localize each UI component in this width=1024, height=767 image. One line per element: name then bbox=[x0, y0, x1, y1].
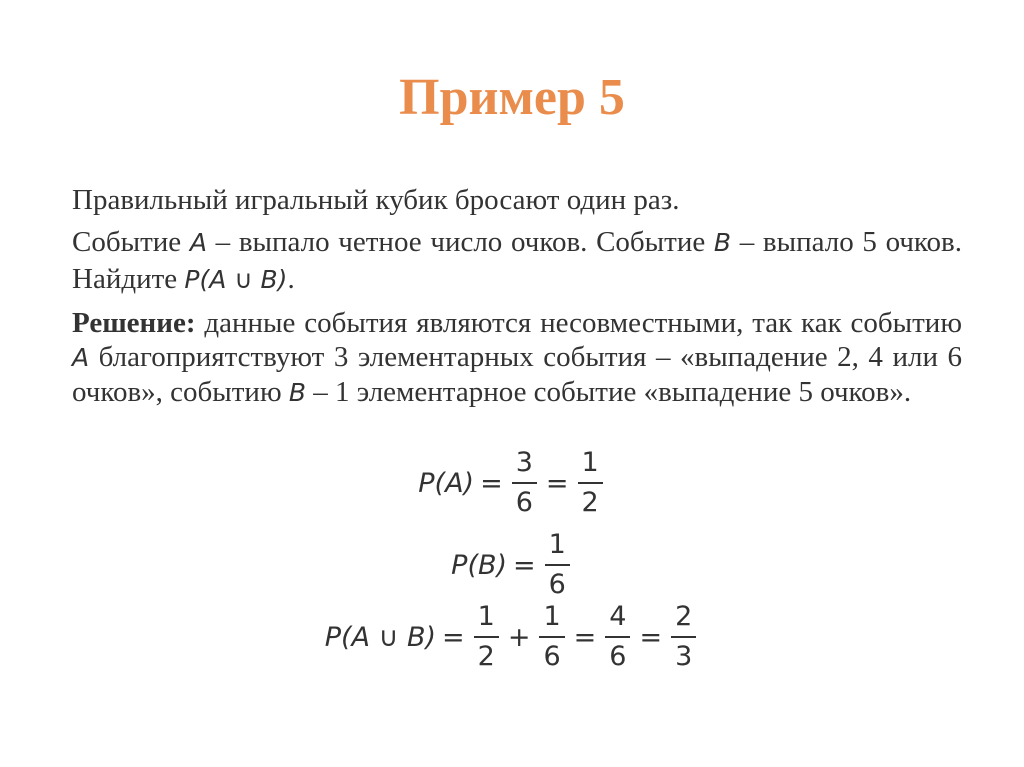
fraction-denominator: 6 bbox=[543, 641, 561, 672]
problem-text-b: – выпало четное число очков. Событие bbox=[206, 226, 714, 258]
formula-pb bbox=[0, 528, 1024, 602]
fraction-denominator: 2 bbox=[477, 641, 495, 672]
solution-label: Решение: bbox=[72, 307, 196, 339]
fraction-denominator: 3 bbox=[675, 641, 693, 672]
fraction-numerator: 1 bbox=[477, 601, 495, 632]
formula-pa bbox=[0, 446, 1024, 520]
solution-text-3: – 1 элементарное событие «выпадение 5 очков». bbox=[306, 376, 912, 408]
solution-event-a: A bbox=[72, 343, 90, 372]
fraction bbox=[539, 600, 564, 674]
problem-text-d: . bbox=[287, 263, 295, 295]
formula-pb-equals: = bbox=[513, 549, 536, 581]
formula-pab-equals-1: = bbox=[442, 621, 465, 653]
formula-pa-equals-1: = bbox=[480, 467, 503, 499]
fraction bbox=[605, 600, 630, 674]
solution-event-b: B bbox=[288, 378, 307, 407]
fraction bbox=[512, 446, 537, 520]
formula-pab bbox=[0, 600, 1024, 674]
fraction-denominator: 6 bbox=[515, 487, 533, 518]
fraction-numerator: 4 bbox=[609, 601, 627, 632]
formula-pab-plus: + bbox=[507, 621, 531, 653]
problem-line-1-text: Правильный игральный кубик бросают один раз. bbox=[72, 184, 680, 216]
fraction-numerator: 2 bbox=[675, 601, 693, 632]
problem-text-a: Событие bbox=[72, 226, 190, 258]
fraction bbox=[545, 528, 570, 602]
problem-paragraph bbox=[72, 224, 962, 298]
fraction bbox=[474, 600, 499, 674]
target-expression: P(A ∪ B) bbox=[184, 265, 288, 294]
formula-pa-lhs: P(A) bbox=[418, 467, 475, 499]
formula-pab-lhs: P(A ∪ B) bbox=[324, 621, 437, 653]
fraction bbox=[578, 446, 603, 520]
fraction bbox=[671, 600, 696, 674]
solution-text-2: благоприятствуют 3 элементарных события – «выпадение 2, 4 или 6 очков», событию bbox=[72, 341, 962, 408]
fraction-numerator: 1 bbox=[543, 601, 561, 632]
fraction-numerator: 1 bbox=[581, 447, 599, 478]
problem-text-c: – выпало 5 очков. Найдите bbox=[72, 226, 962, 295]
formula-pab-equals-3: = bbox=[639, 621, 663, 653]
formula-pa-equals-2: = bbox=[545, 467, 569, 499]
fraction-denominator: 6 bbox=[609, 641, 627, 672]
formula-pb-lhs: P(B) bbox=[451, 549, 508, 581]
slide-body bbox=[72, 180, 962, 410]
fraction-denominator: 2 bbox=[581, 487, 599, 518]
fraction-numerator: 1 bbox=[548, 529, 566, 560]
event-b-symbol: B bbox=[713, 228, 732, 257]
formula-pab-equals-2: = bbox=[573, 621, 597, 653]
solution-text-1: данные события являются несовместными, так как событию bbox=[195, 307, 962, 339]
solution-paragraph bbox=[72, 306, 962, 410]
fraction-numerator: 3 bbox=[515, 447, 533, 478]
slide-title: Пример 5 bbox=[399, 69, 625, 126]
problem-line-1 bbox=[72, 180, 962, 220]
event-a-symbol: A bbox=[189, 228, 207, 257]
fraction-denominator: 6 bbox=[548, 569, 566, 600]
